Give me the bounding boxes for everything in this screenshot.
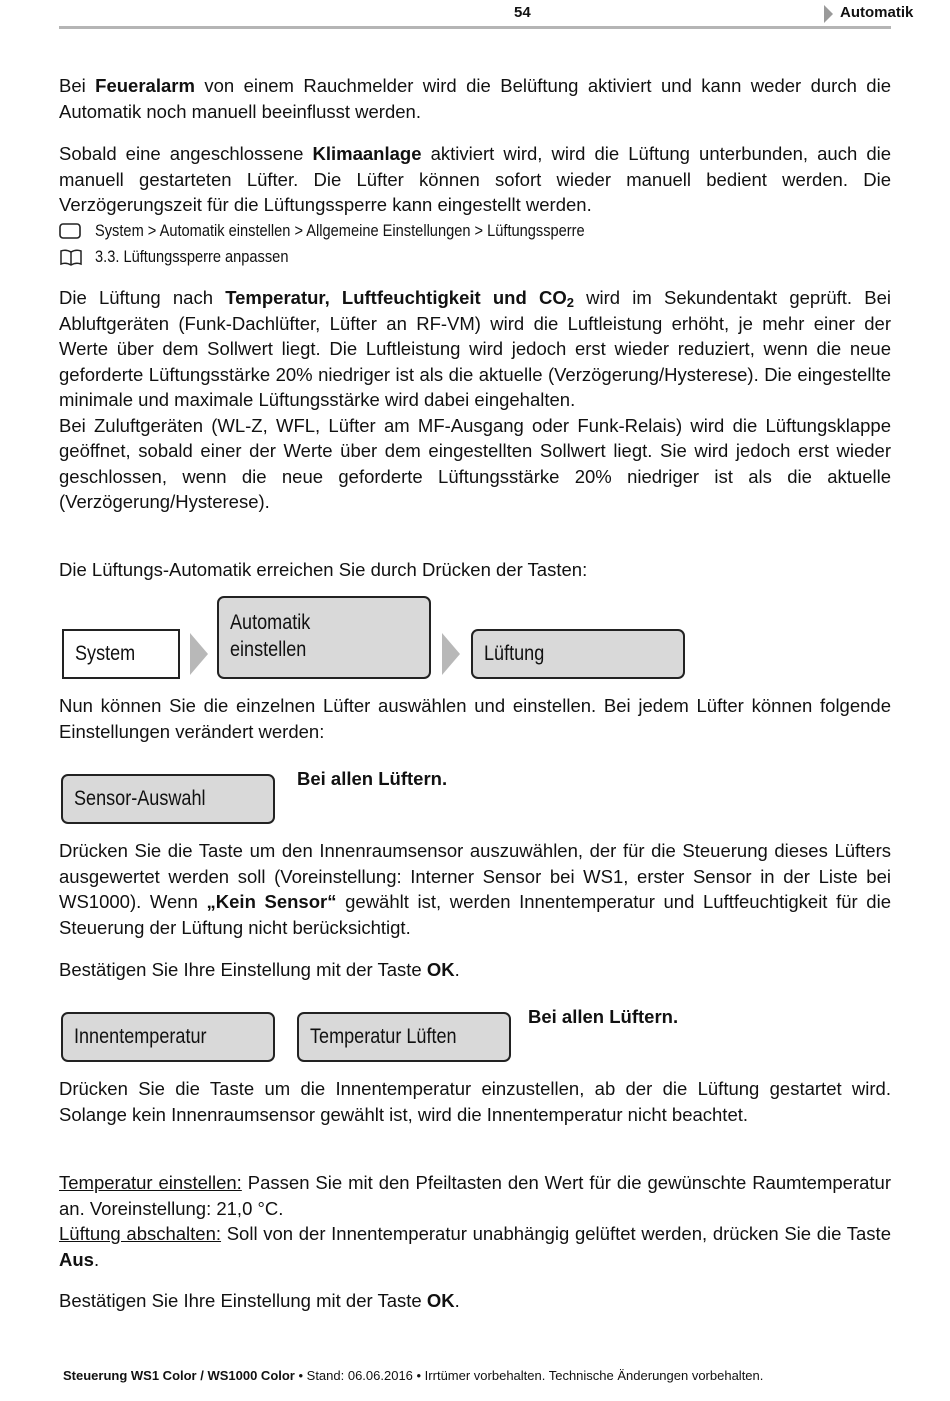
page-header [59, 0, 914, 29]
chapter-arrow-icon [824, 5, 833, 23]
page-number: 54 [514, 4, 531, 21]
text: . [454, 1290, 460, 1311]
text: gewählt ist, werden Innentemperatur und Luftfeuchtigkeit für die Steuerung der Lüftung nicht berücksichtigt. [59, 891, 891, 938]
text: Soll von der Innentemperatur unabhängig gelüftet werden, drücken Sie die Taste [221, 1223, 891, 1244]
bold-term-text: Temperatur, Luftfeuchtigkeit und CO [225, 287, 567, 308]
text: Bei Zuluftgeräten (WL-Z, WFL, Lüfter am MF-Ausgang oder Funk-Relais) wird die Lüftungsklappe geöffnet, sobald einer der Werte über dem eingestellten Sollwert liegt. Sie wird jedoch erst wieder geschlossen, wenn die neue geforderte Lüftungsstärke 20% niedriger ist als die aktuelle (Verzögerung/Hysterese). [59, 414, 891, 512]
sensor-note: Bei allen Lüftern. [297, 768, 448, 789]
manual-section-reference [59, 246, 320, 268]
text: Drücken Sie die Taste um den Innenraumsensor auszuwählen, der für die Steuerung dieses Lüfters ausgewertet werden soll (Voreinstellung: Interner Sensor bei WS1, erster Sensor in der Liste bei WS1000). Wenn [59, 840, 891, 912]
innentemperatur-button[interactable] [61, 1012, 275, 1062]
manual-section: 3.3. Lüftungssperre anpassen [95, 247, 289, 266]
text: Passen Sie mit den Pfeiltasten den Wert für die gewünschte Raumtemperatur an. Voreinstellung: 21,0 °C. [59, 1172, 891, 1219]
text: Bestätigen Sie Ihre Einstellung mit der Taste [59, 959, 427, 980]
paragraph-indoor-temperature: Drücken Sie die Taste um die Innentemperatur einzustellen, ab der die Lüftung gestartet wird. Solange kein Innenraumsensor gewählt ist, wird die Innentemperatur nicht beachtet. [59, 1078, 891, 1125]
lueftung-button-label: Lüftung [484, 642, 545, 665]
paragraph-fan-settings: Nun können Sie die einzelnen Lüfter auswählen und einstellen. Bei jedem Lüfter können folgende Einstellungen verändert werden: [59, 695, 891, 742]
temperatur-lueften-button[interactable] [297, 1012, 511, 1062]
bold-term: Klimaanlage [312, 143, 422, 164]
monitor-icon [59, 223, 81, 239]
text: . [93, 1248, 100, 1270]
triangle-arrow-icon [190, 633, 208, 675]
page-footer [63, 1368, 893, 1383]
paragraph-temperature-options [59, 1170, 891, 1272]
paragraph-air-conditioning [59, 141, 891, 218]
text: von einem Rauchmelder wird die Belüftung aktiviert und kann weder durch die Automatik noch manuell beeinflusst werden. [59, 75, 891, 122]
option-label-disable-ventilation: Lüftung abschalten: [59, 1223, 222, 1244]
sensor-auswahl-label: Sensor-Auswahl [74, 787, 206, 810]
text: Die Lüftung nach [59, 287, 226, 308]
chapter-title-text: Automatik [840, 4, 914, 21]
bold-term: Feueralarm [95, 75, 195, 96]
text: . [454, 959, 460, 980]
footer-disclaimer: • Stand: 06.06.2016 • Irrtümer vorbehalten. Technische Änderungen vorbehalten. [294, 1368, 764, 1383]
innentemperatur-label: Innentemperatur [74, 1025, 207, 1048]
text: Sobald eine angeschlossene [59, 143, 313, 164]
triangle-arrow-icon [442, 633, 460, 675]
paragraph-navigation-intro: Die Lüftungs-Automatik erreichen Sie durch Drücken der Tasten: [59, 559, 588, 580]
bold-term: „Kein Sensor“ [206, 891, 337, 912]
system-button-label: System [75, 642, 136, 665]
text: aktiviert wird, wird die Lüftung unterbunden, auch die manuell gestarteten Lüfter. Die Lüfter können sofort wieder manuell bedient werden. Die Verzögerungszeit für die Lüftungssperre kann eingestellt werden. [59, 143, 892, 215]
subscript: 2 [566, 295, 574, 310]
option-label-set-temperature: Temperatur einstellen: [59, 1172, 242, 1193]
button-label-line2: einstellen [230, 638, 307, 661]
book-icon [59, 249, 83, 267]
paragraph-ventilation-logic [59, 285, 891, 515]
aus-key-label: Aus [59, 1248, 94, 1270]
temperature-note: Bei allen Lüftern. [528, 1006, 679, 1027]
lueftung-button[interactable] [471, 629, 685, 679]
paragraph-confirm-sensor [59, 957, 891, 983]
bold-term [225, 287, 574, 308]
ok-key-label: OK [426, 959, 455, 980]
button-label-line1: Automatik [230, 611, 311, 634]
text: Bei [59, 75, 96, 96]
paragraph-sensor-selection [59, 838, 891, 940]
automatik-einstellen-button[interactable] [217, 596, 431, 679]
paragraph-fire-alarm [59, 73, 891, 124]
footer-product: Steuerung WS1 Color / WS1000 Color [63, 1368, 295, 1383]
temperatur-lueften-label: Temperatur Lüften [310, 1025, 457, 1048]
paragraph-confirm-temperature [59, 1288, 891, 1314]
ok-key-label: OK [426, 1290, 455, 1311]
text: Bestätigen Sie Ihre Einstellung mit der Taste [59, 1290, 427, 1311]
sensor-auswahl-button[interactable] [61, 774, 275, 824]
system-button[interactable] [62, 629, 180, 679]
menu-path: System > Automatik einstellen > Allgemeine Einstellungen > Lüftungssperre [95, 221, 585, 240]
menu-path-reference [59, 220, 664, 242]
chapter-title [824, 4, 913, 21]
text: wird im Sekundentakt geprüft. Bei Abluftgeräten (Funk-Dachlüfter, Lüfter an RF-VM) wird die Luftleistung erhöht, je mehr einer der Werte über dem Sollwert liegt. Die Luftleistung wird jedoch erst wieder reduziert, wenn die neue geforderte Lüftungsstärke 20% niedriger ist als die aktuelle (Verzögerung/Hysterese). Die eingestellte minimale und maximale Lüftungsstärke wird dabei eingehalten. [59, 287, 891, 410]
